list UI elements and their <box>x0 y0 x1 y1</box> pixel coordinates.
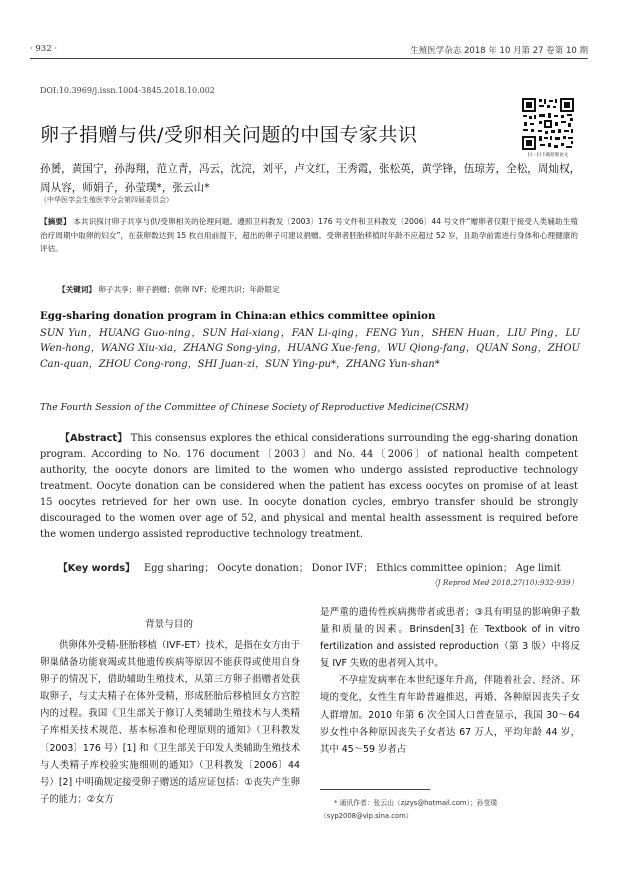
body-column-right <box>320 604 580 758</box>
running-header <box>30 44 588 58</box>
article-title: 卵子捐赠与供/受卵相关问题的中国专家共识 <box>40 124 418 146</box>
abstract-chinese <box>40 215 578 256</box>
authors-english: SUN Yun，HUANG Guo-ning，SUN Hai-xiang，FAN Li-qing，FENG Yun，SHEN Huan，LIU Ping，LU Wen-hong，WANG Xiu-xia，ZHANG Song-ying，HUANG Xue-feng，WU Qiong-fang，QUAN Song，ZHOU Can-quan，ZHOU Cong-rong，SHI Juan-zi，SUN Ying-pu*，ZHANG Yun-shan* <box>40 328 580 370</box>
body-paragraph: 是严重的遗传性疾病携带者或患者；③具有明显的影响卵子数量和质量的因素。Brinsden[3] 在 Textbook of in vitro fertilization and assisted reproduction（第 3 版）中将反复 IVF 失败的患者列入其中。 <box>320 607 580 670</box>
keywords-chinese-text: 卵子共享；卵子捐赠；供卵 IVF；伦理共识；年龄限定 <box>98 285 280 294</box>
keywords-chinese-label: 【关键词】 <box>58 285 96 294</box>
journal-issue: 生殖医学杂志 2018 年 10 月第 27 卷第 10 期 <box>410 46 588 56</box>
doi: DOI:10.3969/j.issn.1004-3845.2018.10.002 <box>40 86 215 95</box>
qr-code-icon <box>520 96 576 152</box>
abstract-chinese-label: 【摘要】 <box>40 217 71 226</box>
keywords-chinese <box>58 284 280 295</box>
citation: （J Reprod Med 2018,27(10):932-939） <box>430 578 578 587</box>
qr-caption: 扫一扫下载原版论文 <box>527 153 569 158</box>
body-column-left: 供卵体外受精-胚胎移植（IVF-ET）技术，是指在女方由于卵巢储备功能衰竭或其他遗传疾病等原因不能获得或使用自身卵子的情况下，借助辅助生殖技术，从第三方卵子捐赠者处获取卵子，与丈夫精子在体外受精，形成胚胎后移植回女方宫腔内的过程。我国《卫生部关于修订人类辅助生殖技术与人类精子库相关技术规范、基本标准和伦理原则的通知》（卫科教发〔2003〕176 号）[1] 和《卫生部关于印发人类辅助生殖技术与人类精子库校验实施细则的通知》（卫科教发〔2006〕44 号）[2] 中明确规定接受卵子赠送的适应证包括：①丧失产生卵子的能力；②女方 <box>40 640 300 805</box>
abstract-english-text: This consensus explores the ethical considerations surrounding the egg-sharing donation program. According to No. 176 document〔2003〕and No. 44〔2006〕of national health competent authority, the oocyte donors are limited to the women who undergo assisted reproductive technology treatment. Oocyte donation can be considered when the patient has excess oocytes on promise of at least 15 oocytes retrieved for her own use. In oocyte donation cycles, embryo transfer should be strongly discouraged to the women over age of 52, and physical and mental health assessment is required before the women undergo assisted reproductive technology treatment. <box>40 433 578 540</box>
page-number: · 932 · <box>30 44 58 54</box>
keywords-english-label: 【Key words】 <box>58 563 135 574</box>
abstract-english <box>40 431 578 543</box>
affiliation-english: The Fourth Session of the Committee of Chinese Society of Reproductive Medicine(CSRM) <box>40 402 469 413</box>
keywords-english-text: Egg sharing； Oocyte donation； Donor IVF； Ethics committee opinion； Age limit <box>144 563 561 574</box>
authors-chinese: 孙赟，黄国宁，孙海翔，范立青，冯云，沈浣，刘平，卢文红，王秀霞，张松英，黄学锋，伍琼芳，全松，周灿权，周从容，师娟子，孙莹璞*，张云山* <box>40 163 581 194</box>
body-paragraph: 不孕症发病率在本世纪逐年升高，伴随着社会、经济、环境的变化，女性生育年龄普遍推迟，再婚、各种原因丧失子女人群增加。2010 年第 6 次全国人口普查显示，我国 30～64 岁女性中各种原因丧失子女者达 67 万人，平均年龄 44 岁，其中 45～59 岁者占 <box>320 675 580 755</box>
abstract-english-label: 【Abstract】 <box>60 433 128 444</box>
footnote-rule <box>320 789 430 790</box>
section-title: 背景与目的 <box>145 619 193 630</box>
keywords-english <box>58 560 561 574</box>
footnote-corresponding-authors: * 通讯作者：张云山（zjzys@hotmail.com）；孙莹璞（syp2008@vip.sina.com） <box>320 799 498 820</box>
abstract-chinese-text: 本共识探讨卵子共享与供/受卵相关的伦理问题。遵照卫科教发〔2003〕176 号文件和卫科教发〔2006〕44 号文件“赠卵者仅限于接受人类辅助生殖治疗周期中取卵的妇女”，在获卵数达到 15 枚自用前提下，超出的卵子可建议捐赠。受卵者胚胎移植时年龄不应超过 52 岁，且助孕前需进行身体和心理健康的评估。 <box>40 217 579 253</box>
article-title-english: Egg-sharing donation program in China:an ethics committee opinion <box>40 310 436 322</box>
header-rule <box>30 58 588 59</box>
affiliation-chinese: （中华医学会生殖医学分会第四届委员会） <box>40 196 173 204</box>
